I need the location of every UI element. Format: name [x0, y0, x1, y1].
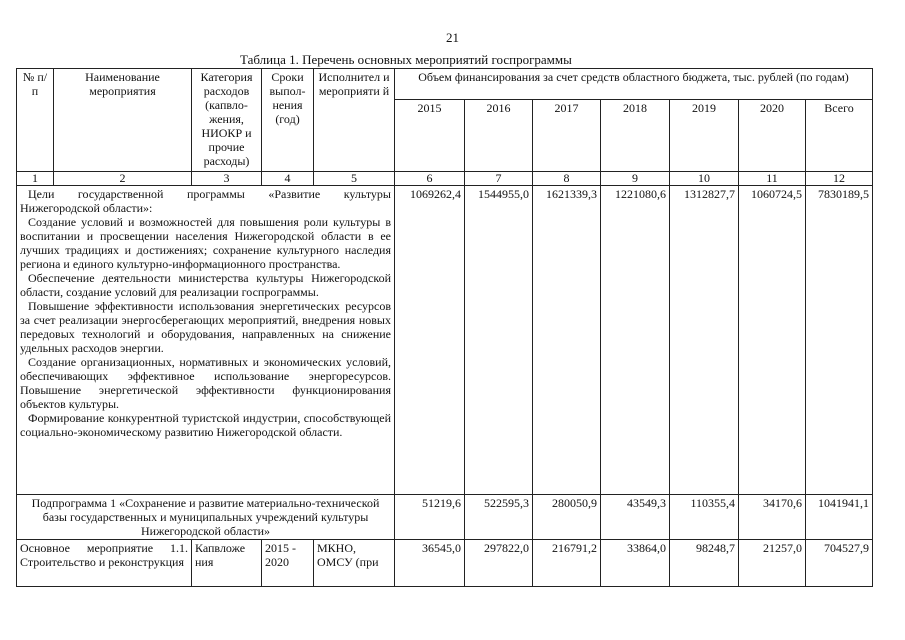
header-year: 2016 — [465, 100, 533, 172]
goals-paragraph: Создание организационных, нормативных и экономических условий, обеспечивающих эффективное использование энергоресурсов. Повышение энергетической эффективности функционирования объектов культуры. — [20, 355, 391, 411]
goals-paragraph: Повышение эффективности использования энергетических ресурсов за счет реализации энергосберегающих мероприятий, внедрения новых передовых технологий и оборудования, направленных на снижение удельных расходов энергии. — [20, 299, 391, 355]
goals-value-2015: 1069262,4 — [395, 186, 465, 495]
subprogram-value-2020: 34170,6 — [739, 495, 806, 540]
header-year: 2017 — [533, 100, 601, 172]
activity-category: Капвложе ния — [192, 540, 262, 587]
column-number: 4 — [262, 172, 314, 186]
goals-paragraph: Создание условий и возможностей для повышения роли культуры в воспитании и просвещении населения Нижегородской области в ее лучших традициях и достижениях; сохранение культурного наследия региона и единого культурно-информационного пространства. — [20, 215, 391, 271]
activity-executor: МКНО, ОМСУ (при — [314, 540, 395, 587]
header-col-executor: Исполнител и мероприяти й — [314, 69, 395, 172]
column-number: 3 — [192, 172, 262, 186]
goals-row — [17, 186, 873, 495]
column-number: 2 — [54, 172, 192, 186]
header-col-category: Категория расходов (капвло-жения, НИОКР и прочие расходы) — [192, 69, 262, 172]
page-number: 21 — [446, 30, 459, 45]
activity-row — [17, 540, 873, 587]
subprogram-value-2016: 522595,3 — [465, 495, 533, 540]
activity-value-2017: 216791,2 — [533, 540, 601, 587]
subprogram-value-2018: 43549,3 — [601, 495, 670, 540]
goals-paragraph: Цели государственной программы «Развитие культуры Нижегородской области»: — [20, 187, 391, 215]
column-number: 5 — [314, 172, 395, 186]
subprogram-value-2017: 280050,9 — [533, 495, 601, 540]
goals-value-2019: 1312827,7 — [670, 186, 739, 495]
activity-period: 2015 - 2020 — [262, 540, 314, 587]
activities-table — [16, 68, 873, 587]
column-number: 7 — [465, 172, 533, 186]
column-number: 12 — [806, 172, 873, 186]
header-col-period: Сроки выпол-нения (год) — [262, 69, 314, 172]
header-year: 2019 — [670, 100, 739, 172]
goals-value-2017: 1621339,3 — [533, 186, 601, 495]
header-year: 2015 — [395, 100, 465, 172]
activity-value-2016: 297822,0 — [465, 540, 533, 587]
column-number: 1 — [17, 172, 54, 186]
column-number: 6 — [395, 172, 465, 186]
header-funding: Объем финансирования за счет средств областного бюджета, тыс. рублей (по годам) — [395, 69, 873, 100]
goals-value-2020: 1060724,5 — [739, 186, 806, 495]
subprogram-value-2015: 51219,6 — [395, 495, 465, 540]
activity-value-2015: 36545,0 — [395, 540, 465, 587]
goals-paragraph: Обеспечение деятельности министерства культуры Нижегородской области, создание условий для реализации госпрограммы. — [20, 271, 391, 299]
activity-value-2018: 33864,0 — [601, 540, 670, 587]
subprogram-value-2019: 110355,4 — [670, 495, 739, 540]
header-row-1 — [17, 69, 873, 100]
column-number-row — [17, 172, 873, 186]
header-total: Всего — [806, 100, 873, 172]
activity-name: Основное мероприятие 1.1. Строительство и реконструкция — [17, 540, 192, 587]
header-col-name: Наименование мероприятия — [54, 69, 192, 172]
activity-value-2020: 21257,0 — [739, 540, 806, 587]
subprogram-value-total: 1041941,1 — [806, 495, 873, 540]
activity-value-2019: 98248,7 — [670, 540, 739, 587]
column-number: 9 — [601, 172, 670, 186]
column-number: 8 — [533, 172, 601, 186]
header-year: 2018 — [601, 100, 670, 172]
activity-value-total: 704527,9 — [806, 540, 873, 587]
header-col-num: № п/п — [17, 69, 54, 172]
column-number: 11 — [739, 172, 806, 186]
goals-text — [17, 186, 395, 495]
goals-value-2018: 1221080,6 — [601, 186, 670, 495]
column-number: 10 — [670, 172, 739, 186]
header-year: 2020 — [739, 100, 806, 172]
goals-value-total: 7830189,5 — [806, 186, 873, 495]
goals-value-2016: 1544955,0 — [465, 186, 533, 495]
subprogram-text: Подпрограмма 1 «Сохранение и развитие материально-технической базы государственных и муниципальных учреждений культуры Нижегородской области» — [17, 495, 395, 540]
table-caption: Таблица 1. Перечень основных мероприятий госпрограммы — [240, 52, 572, 67]
goals-paragraph: Формирование конкурентной туристской индустрии, способствующей социально-экономическому развитию Нижегородской области. — [20, 411, 391, 439]
subprogram-row — [17, 495, 873, 540]
